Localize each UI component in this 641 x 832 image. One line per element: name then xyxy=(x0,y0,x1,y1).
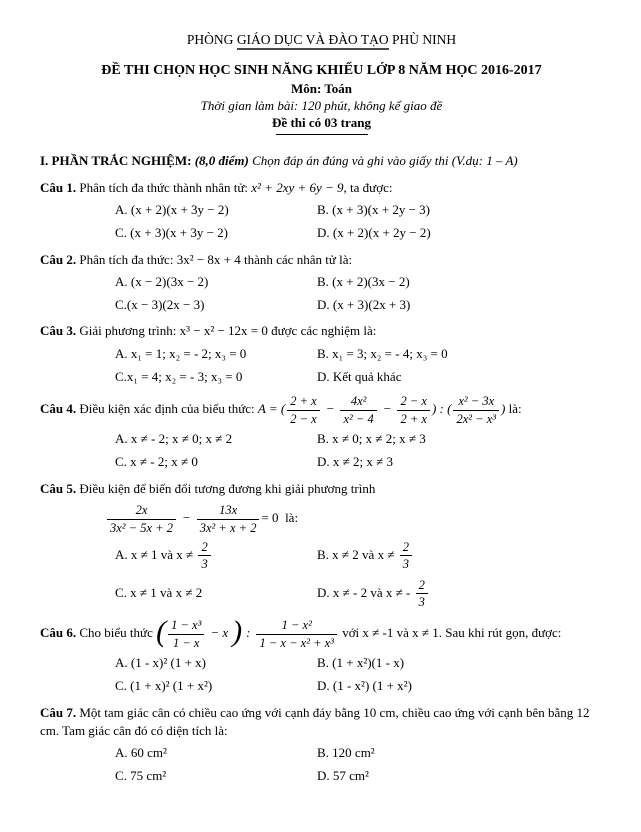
header-divider-line xyxy=(276,134,368,135)
question-1-text xyxy=(40,179,603,197)
option-5d-fraction: $\frac{2}{3}$ xyxy=(414,578,430,610)
question-1-options xyxy=(115,202,603,242)
question-6-post: với x ≠ -1 và x ≠ 1. Sau khi rút gọn, được: xyxy=(342,625,562,641)
question-5-pre: Điều kiện để biến đổi tương đương khi giải phương trình xyxy=(79,480,376,496)
option-3a: A. x₁ = 1; x₂ = - 2; x₃ = 0 xyxy=(115,345,247,361)
option-4d: D. x ≠ 2; x ≠ 3 xyxy=(317,454,394,470)
option-2b: B. (x + 2)(3x − 2) xyxy=(317,273,410,289)
option-5c: C. x ≠ 1 và x ≠ 2 xyxy=(115,585,203,601)
question-7-text xyxy=(40,704,603,740)
option-5d: D. x ≠ - 2 và x ≠ - $\frac{2}{3}$ xyxy=(317,578,603,610)
section-1-heading xyxy=(40,152,603,170)
question-7-label: Câu 7. xyxy=(40,704,77,720)
q4-close: ) xyxy=(501,401,506,417)
q4-lead: A = ( xyxy=(257,401,286,417)
question-4 xyxy=(40,394,603,471)
question-5-equation xyxy=(105,503,603,535)
option-7a: A. 60 cm² xyxy=(115,745,167,761)
option-7d: D. 57 cm² xyxy=(317,768,369,784)
exam-title: ĐỀ THI CHỌN HỌC SINH NĂNG KHIẾU LỚP 8 NĂM HỌC 2016-2017 xyxy=(101,63,542,78)
question-4-post: là: xyxy=(508,401,522,417)
option-6b: B. (1 + x²)(1 - x) xyxy=(317,655,405,671)
q6-minus-x: − x xyxy=(210,625,229,641)
option-7b: B. 120 cm² xyxy=(317,745,375,761)
question-5-options xyxy=(115,540,603,610)
question-3-text xyxy=(40,322,603,340)
option-3b: B. x₁ = 3; x₂ = - 4; x₃ = 0 xyxy=(317,345,448,361)
question-4-label: Câu 4. xyxy=(40,401,77,417)
question-6-text xyxy=(40,615,603,650)
question-2-text xyxy=(40,251,603,269)
question-7-pre: Một tam giác cân có chiều cao ứng với cạnh đáy bằng 10 cm, chiều cao ứng với cạnh bên bằng 12 cm. Tam giác cân đó có diện tích là: xyxy=(40,704,590,739)
q5-minus: − xyxy=(181,510,191,526)
question-4-pre: Điều kiện xác định của biểu thức: xyxy=(79,401,255,417)
option-4c: C. x ≠ - 2; x ≠ 0 xyxy=(115,454,198,470)
q5-fraction-2: $\frac{13x}{\text{3x² + x + 2}}$ xyxy=(195,503,262,535)
question-1-formula: x² + 2xy + 6y − 9 xyxy=(251,179,344,195)
q6-open-paren: ( xyxy=(156,615,167,649)
option-5b-fraction: $\frac{2}{3}$ xyxy=(398,540,414,572)
q6-fraction-2: $\frac{\text{1 − x²}}{\text{1 − x − x² + x³}}$ xyxy=(254,618,338,650)
question-6-pre: Cho biểu thức xyxy=(79,625,153,641)
option-2d: D. (x + 3)(2x + 3) xyxy=(317,296,411,312)
option-4a: A. x ≠ - 2; x ≠ 0; x ≠ 2 xyxy=(115,431,233,447)
q4-fraction-3: $\frac{2 - x}{2 + x}$ xyxy=(395,394,431,426)
question-6-options xyxy=(115,655,603,695)
question-3-label: Câu 3. xyxy=(40,323,77,339)
exam-time-limit: Thời gian làm bài: 120 phút, không kể giao đề xyxy=(200,98,443,113)
department-header-post: PHÙ NINH xyxy=(391,32,457,47)
q6-close-paren: ) xyxy=(232,615,243,649)
question-1-pre: Phân tích đa thức thành nhân tử: xyxy=(79,179,248,195)
option-4b: B. x ≠ 0; x ≠ 2; x ≠ 3 xyxy=(317,431,426,447)
department-header-pre: PHÒNG xyxy=(186,32,234,47)
option-5a-fraction: $\frac{2}{3}$ xyxy=(196,540,212,572)
question-2-pre: Phân tích đa thức: xyxy=(79,251,174,267)
question-1-label: Câu 1. xyxy=(40,179,77,195)
question-4-text xyxy=(40,394,603,426)
question-3-post: được các nghiệm là: xyxy=(271,323,377,339)
q5-equals-zero: = 0 xyxy=(261,510,279,526)
department-header xyxy=(40,32,603,48)
question-2 xyxy=(40,251,603,314)
option-6c: C. (1 + x)² (1 + x²) xyxy=(115,678,213,694)
q4-minus-1: − xyxy=(325,401,335,417)
question-5-label: Câu 5. xyxy=(40,480,77,496)
question-2-options xyxy=(115,274,603,314)
question-5-text xyxy=(40,480,603,498)
q6-fraction-1: $\frac{\text{1 − x³}}{1 - x}$ xyxy=(166,618,206,650)
q4-fraction-2: $\frac{\text{4x²}}{\text{x² − 4}}$ xyxy=(338,394,378,426)
question-2-formula: 3x² − 8x + 4 xyxy=(176,251,241,267)
question-4-options xyxy=(115,431,603,471)
section-1-title: I. PHẦN TRẮC NGHIỆM: xyxy=(40,153,192,168)
section-1-points: (8,0 điểm) xyxy=(194,153,249,168)
option-1a: A. (x + 2)(x + 3y − 2) xyxy=(115,201,229,217)
exam-subject: Môn: Toán xyxy=(290,81,353,96)
question-1-post: , ta được: xyxy=(343,179,393,195)
option-6a: A. (1 - x)² (1 + x) xyxy=(115,655,207,671)
option-5b: B. x ≠ 2 và x ≠ $\frac{2}{3}$ xyxy=(317,540,603,572)
option-1d: D. (x + 2)(x + 2y − 2) xyxy=(317,224,431,240)
option-1c: C. (x + 3)(x + 3y − 2) xyxy=(115,224,228,240)
question-4-formula xyxy=(257,394,506,426)
question-6-formula xyxy=(156,615,339,650)
option-1b: B. (x + 3)(x + 2y − 3) xyxy=(317,201,430,217)
q6-divide: : xyxy=(246,625,251,641)
question-6-label: Câu 6. xyxy=(40,625,77,641)
question-3-pre: Giải phương trình: xyxy=(79,323,177,339)
option-3d: D. Kết quả khác xyxy=(317,368,402,384)
option-7c: C. 75 cm² xyxy=(115,768,167,784)
question-1 xyxy=(40,179,603,242)
question-2-post: thành các nhân tử là: xyxy=(244,251,353,267)
question-6 xyxy=(40,615,603,695)
option-5a: A. x ≠ 1 và x ≠ $\frac{2}{3}$ xyxy=(115,540,317,572)
option-6d: D. (1 - x²) (1 + x²) xyxy=(317,678,412,694)
question-7-options xyxy=(115,745,603,785)
section-1-instruction: Chọn đáp án đúng và ghi vào giấy thi (V.dụ: 1 – A) xyxy=(252,153,518,168)
question-7 xyxy=(40,704,603,785)
question-3-options xyxy=(115,346,603,386)
question-5-post: là: xyxy=(285,510,299,526)
question-5 xyxy=(40,480,603,609)
q4-fraction-1: $\frac{2 + x}{2 - x}$ xyxy=(285,394,321,426)
q4-fraction-4: $\frac{\text{x² − 3x}}{\text{2x² − x³}}$ xyxy=(451,394,501,426)
exam-pages-note: Đề thi có 03 trang xyxy=(272,115,371,130)
option-3c: C.x₁ = 4; x₂ = - 3; x₃ = 0 xyxy=(115,368,243,384)
question-3-formula: x³ − x² − 12x = 0 xyxy=(179,323,268,339)
department-header-underlined: GIÁO DỤC VÀ ĐÀO TẠO xyxy=(237,32,389,50)
q4-divide: ) : ( xyxy=(431,401,452,417)
question-2-label: Câu 2. xyxy=(40,251,77,267)
question-3 xyxy=(40,322,603,385)
option-2c: C.(x − 3)(2x − 3) xyxy=(115,296,205,312)
q4-minus-2: − xyxy=(382,401,392,417)
option-2a: A. (x − 2)(3x − 2) xyxy=(115,273,209,289)
q5-fraction-1: $\frac{2x}{\text{3x² − 5x + 2}}$ xyxy=(105,503,178,535)
q5-equation-math xyxy=(105,503,279,535)
